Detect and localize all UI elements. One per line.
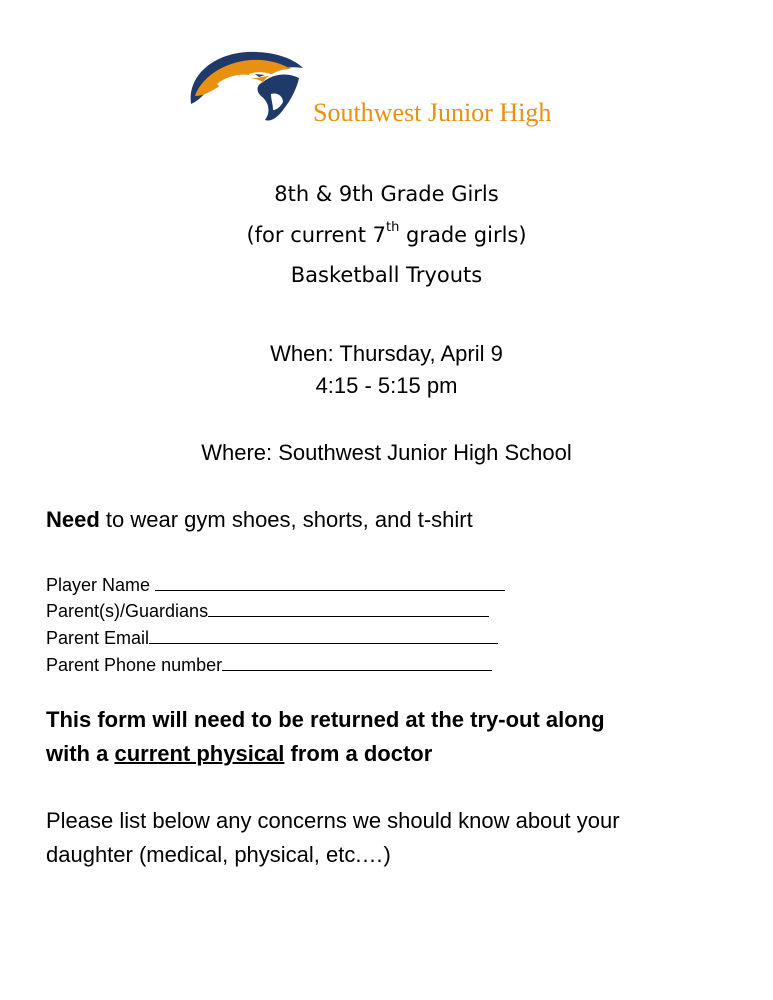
notice-line-2-post: from a doctor xyxy=(284,741,433,766)
title-line-2-pre: (for current 7 xyxy=(246,223,386,247)
title-line-3: Basketball Tryouts xyxy=(290,263,483,287)
concerns-line-2: daughter (medical, physical, etc.…) xyxy=(46,842,391,867)
notice-line-2-pre: with a xyxy=(46,741,115,766)
player-name-label: Player Name xyxy=(46,575,156,595)
title-line-2 xyxy=(0,220,773,247)
parent-guardians-field[interactable] xyxy=(46,600,489,622)
title-line-2-superscript: th xyxy=(386,220,400,235)
parent-guardians-label: Parent(s)/Guardians xyxy=(46,601,209,621)
where-line: Where: Southwest Junior High School xyxy=(201,440,572,465)
parent-email-field[interactable] xyxy=(46,627,498,649)
title-line-1: 8th & 9th Grade Girls xyxy=(274,182,499,206)
parent-phone-label: Parent Phone number xyxy=(46,655,223,675)
parent-email-label: Parent Email xyxy=(46,628,150,648)
notice-line-1: This form will need to be returned at the try-out along xyxy=(46,707,605,732)
when-line: When: Thursday, April 9 xyxy=(270,341,503,366)
panther-head-icon xyxy=(187,44,305,124)
need-rest: to wear gym shoes, shorts, and t-shirt xyxy=(99,507,473,532)
notice-line-2 xyxy=(46,741,432,767)
parent-email-blank[interactable] xyxy=(149,627,498,644)
time-line: 4:15 - 5:15 pm xyxy=(315,373,458,398)
school-logo xyxy=(187,44,305,124)
current-physical-underlined: current physical xyxy=(114,741,285,766)
need-line xyxy=(46,507,473,533)
title-line-2-post: grade girls) xyxy=(399,223,527,247)
parent-phone-field[interactable] xyxy=(46,654,492,676)
concerns-line-1: Please list below any concerns we should know about your xyxy=(46,808,620,833)
parent-guardians-blank[interactable] xyxy=(208,600,489,617)
school-name: Southwest Junior High xyxy=(313,98,552,127)
need-bold: Need xyxy=(46,507,100,532)
player-name-blank[interactable] xyxy=(155,574,505,591)
player-name-field[interactable] xyxy=(46,574,505,596)
parent-phone-blank[interactable] xyxy=(222,654,492,671)
